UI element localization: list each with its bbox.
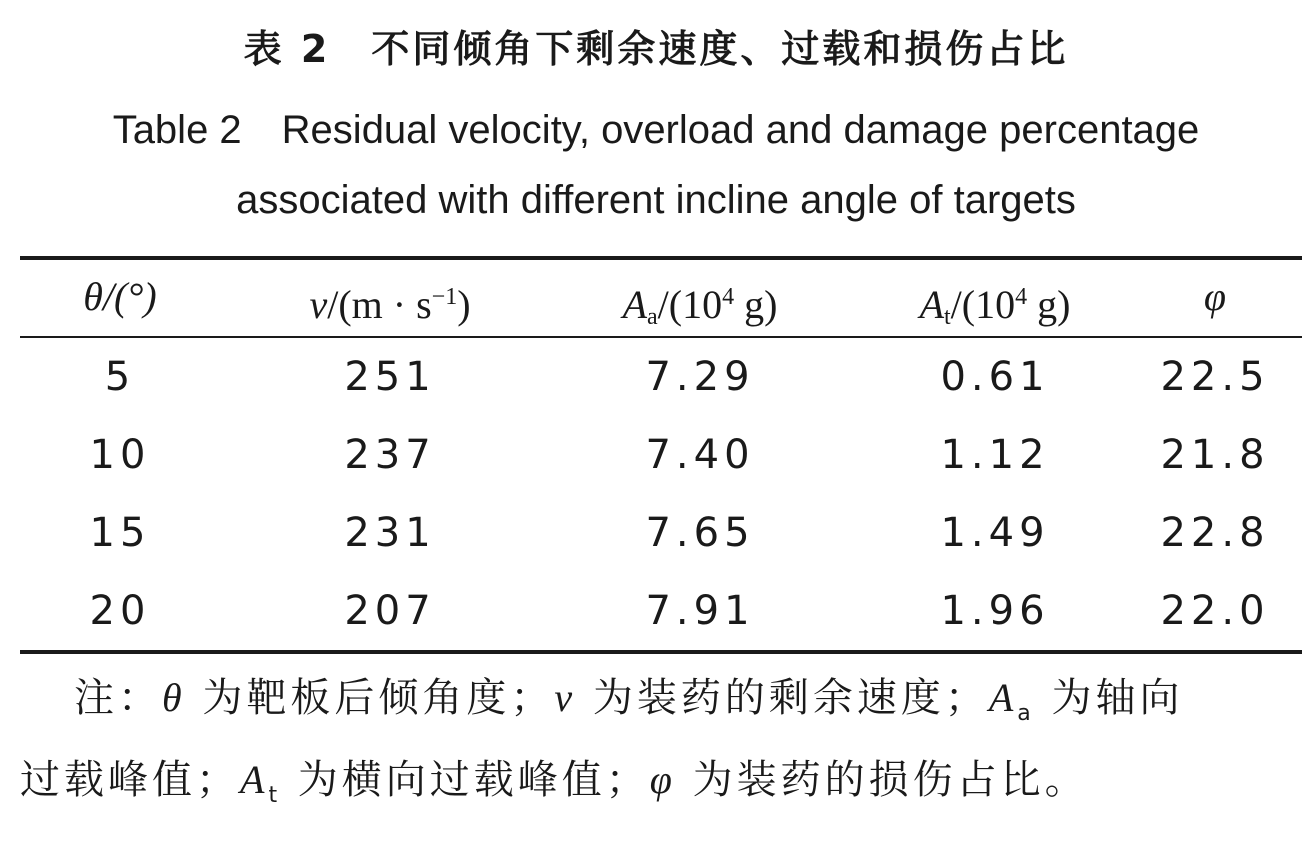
table-note-line1: 注：θ 为靶板后倾角度；v 为装药的剩余速度；$A_a$ 为轴向 <box>74 675 1184 726</box>
cell-theta: 15 <box>89 510 151 556</box>
cell-theta: 20 <box>89 588 151 634</box>
cell-theta: 10 <box>89 432 151 478</box>
table-bottom-rule <box>20 650 1302 654</box>
header-theta: θ/(°) <box>83 274 157 319</box>
header-axial-overload: $A_a/(10^4$ g) <box>622 282 778 330</box>
cell-damage-percentage: 22.0 <box>1160 588 1270 634</box>
cell-transverse-overload: 1.12 <box>940 432 1050 478</box>
table-caption-chinese: 表 2 不同倾角下剩余速度、过载和损伤占比 <box>243 27 1069 71</box>
cell-damage-percentage: 21.8 <box>1160 432 1270 478</box>
header-velocity: $v/(m \cdot s^{-1})$ <box>309 282 471 327</box>
cell-axial-overload: 7.91 <box>645 588 755 634</box>
table-row <box>20 572 1302 650</box>
cell-velocity: 237 <box>344 432 436 478</box>
cell-axial-overload: 7.29 <box>645 354 755 400</box>
cell-damage-percentage: 22.5 <box>1160 354 1270 400</box>
cell-damage-percentage: 22.8 <box>1160 510 1270 556</box>
cell-axial-overload: 7.40 <box>645 432 755 478</box>
cell-transverse-overload: 1.96 <box>940 588 1050 634</box>
cell-transverse-overload: 0.61 <box>940 354 1050 400</box>
cell-transverse-overload: 1.49 <box>940 510 1050 556</box>
table-row <box>20 338 1302 416</box>
table-header-row <box>20 258 1302 336</box>
table-note-line2: 过载峰值；$A_t$ 为横向过载峰值；φ 为装药的损伤占比。 <box>20 757 1089 808</box>
table-row <box>20 494 1302 572</box>
table-caption-english-line1: Table 2 Residual velocity, overload and damage percentage <box>112 108 1200 152</box>
cell-theta: 5 <box>104 354 136 400</box>
cell-velocity: 231 <box>344 510 436 556</box>
cell-velocity: 251 <box>344 354 436 400</box>
cell-velocity: 207 <box>344 588 436 634</box>
table-caption-english-line2: associated with different incline angle of targets <box>236 178 1076 222</box>
cell-axial-overload: 7.65 <box>645 510 755 556</box>
table-row <box>20 416 1302 494</box>
header-damage-percentage: φ <box>1203 274 1227 319</box>
header-transverse-overload: $A_t/(10^4$ g) <box>919 282 1071 330</box>
